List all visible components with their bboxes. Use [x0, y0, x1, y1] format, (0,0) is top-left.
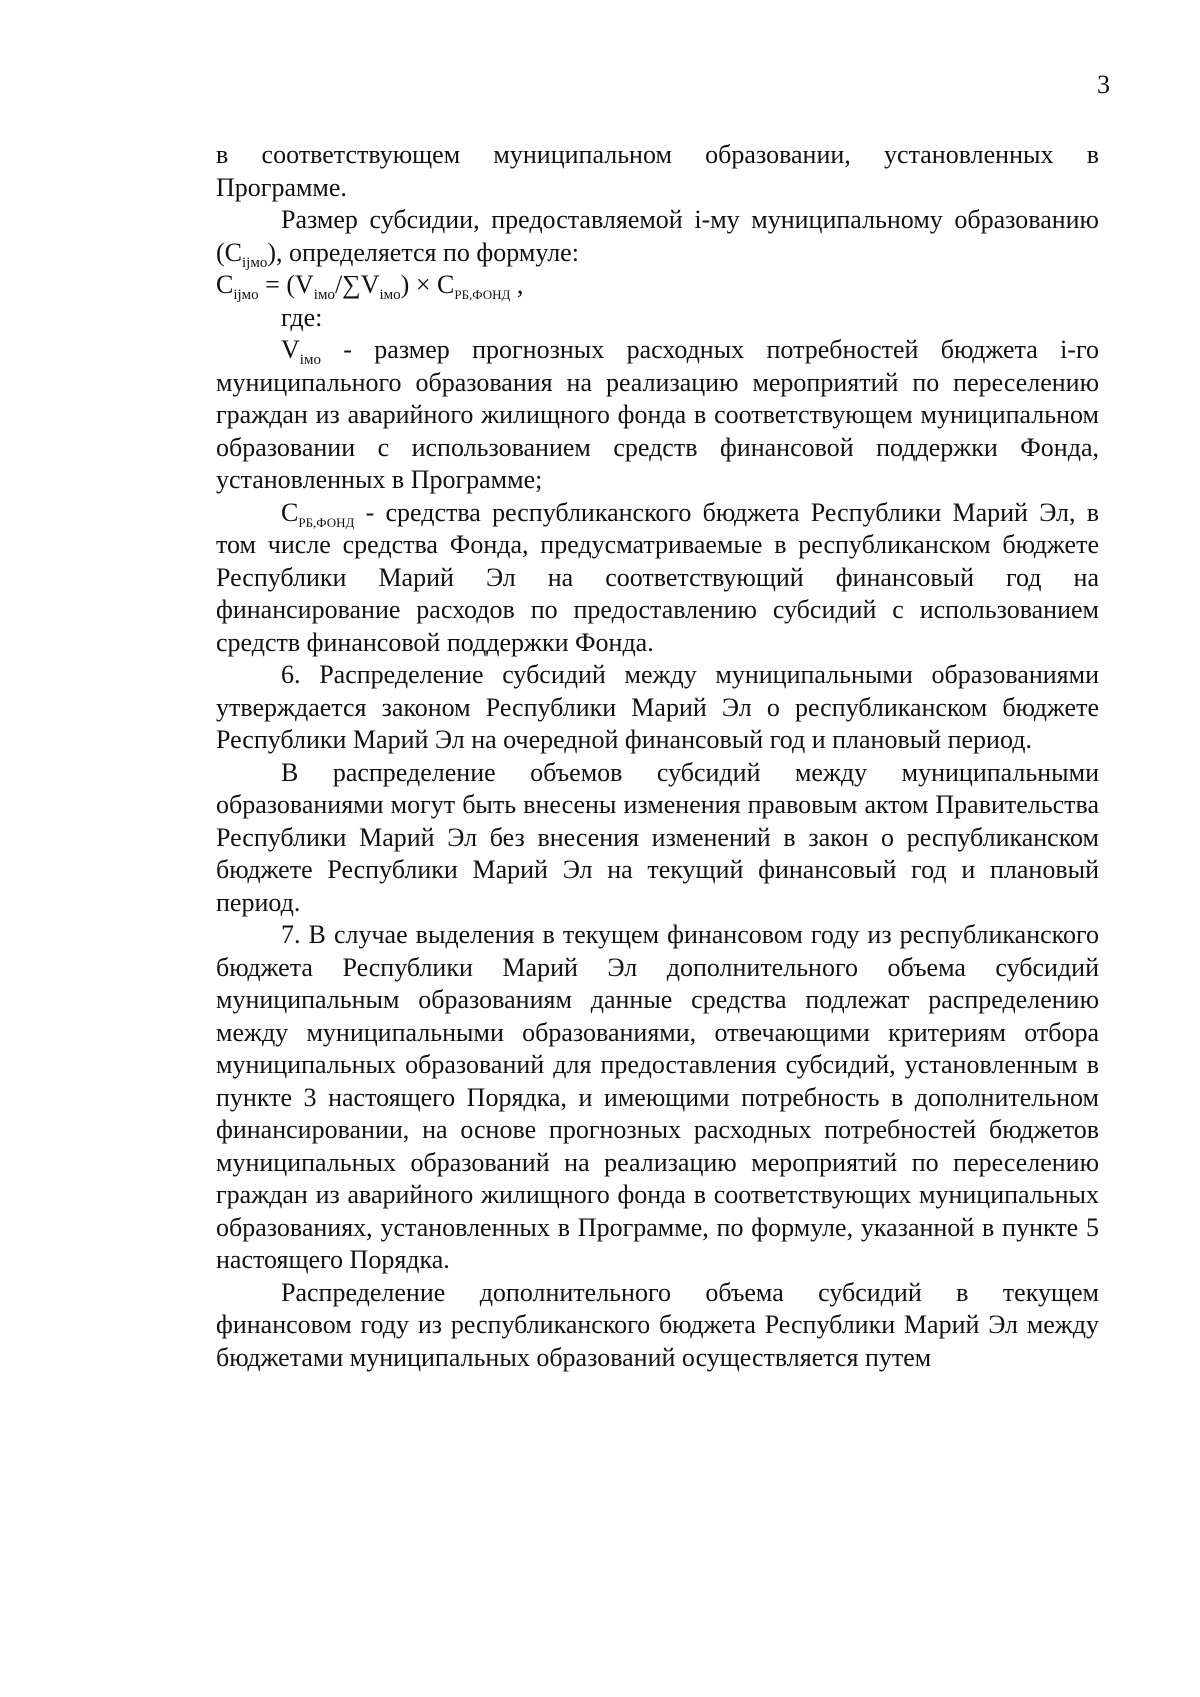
crb-symbol: C — [281, 497, 299, 527]
crb-subscript: РБ,ФОНД — [298, 514, 355, 530]
formula-end: , — [510, 270, 524, 299]
subscript-ijmo: ijмо — [242, 254, 268, 271]
paragraph-continuation: в соответствующем муниципальном образовании, установленных в Программе. — [216, 140, 1099, 202]
definition-vimo — [216, 334, 1099, 497]
formula — [216, 269, 1099, 302]
formula-c-sub: ijмо — [233, 287, 259, 304]
paragraph-subsidy-size — [216, 204, 1099, 269]
definition-crb — [216, 497, 1099, 660]
paragraph-7: 7. В случае выделения в текущем финансовом году из республиканского бюджета Республики Марий Эл дополнительного объема субсидий муниципальным образованиям данные средства подлежат распределению между муниципальными образованиями, отвечающими критериям отбора муниципальных образований для предоставления субсидий, установленным в пункте 3 настоящего Порядка, и имеющими потребность в дополнительном финансировании, на основе прогнозных расходных потребностей бюджетов муниципальных образований на реализацию мероприятий по переселению граждан из аварийного жилищного фонда в соответствующих муниципальных образованиях, установленных в Программе, по формуле, указанной в пункте 5 настоящего Порядка. — [216, 920, 1099, 1274]
formula-sum: /∑V — [334, 270, 380, 299]
formula-crb-sub: РБ,ФОНД — [454, 287, 511, 303]
document-body — [216, 139, 1099, 1374]
formula-c: C — [216, 270, 234, 299]
formula-times: ) × C — [400, 270, 455, 299]
paragraph-6: 6. Распределение субсидий между муниципальными образованиями утверждается законом Республики Марий Эл о республиканском бюджете Республики Марий Эл на очередной финансовый год и плановый период. — [216, 660, 1099, 754]
crb-text: - средства республиканского бюджета Республики Марий Эл, в том числе средства Фонда, предусматриваемые в республиканском бюджете Республики Марий Эл на соответствующий финансовый год на финансирование расходов по предоставлению субсидий с использованием средств финансовой поддержки Фонда. — [216, 497, 1099, 657]
formula-v2-sub: iмо — [379, 287, 401, 304]
where-label: где: — [281, 302, 323, 332]
subsidy-size-text: Размер субсидии, предоставляемой i-му муниципальному образованию (C — [216, 205, 1099, 267]
formula-eq: = (V — [258, 270, 314, 299]
paragraph-additional-distribution: Распределение дополнительного объема субсидий в текущем финансовом году из республиканского бюджета Республики Марий Эл между бюджетами муниципальных образований осуществляется путем — [216, 1277, 1099, 1372]
vimo-subscript: iмо — [299, 352, 321, 369]
formula-v1-sub: iмо — [313, 287, 335, 304]
paragraph-6-changes: В распределение объемов субсидий между муниципальными образованиями могут быть внесены изменения правовым актом Правительства Республики Марий Эл без внесения изменений в закон о республиканском бюджете Республики Марий Эл на текущий финансовый год и плановый период. — [216, 757, 1099, 917]
page-number: 3 — [1097, 70, 1110, 99]
vimo-symbol: V — [281, 335, 300, 364]
subsidy-size-text-end: ), определяется по формуле: — [267, 237, 579, 267]
vimo-text: - размер прогнозных расходных потребностей бюджета i-го муниципального образования на реализацию мероприятий по переселению граждан из аварийного жилищного фонда в соответствующем муниципальном образовании с использованием средств финансовой поддержки Фонда, установленных в Программе; — [216, 335, 1099, 494]
